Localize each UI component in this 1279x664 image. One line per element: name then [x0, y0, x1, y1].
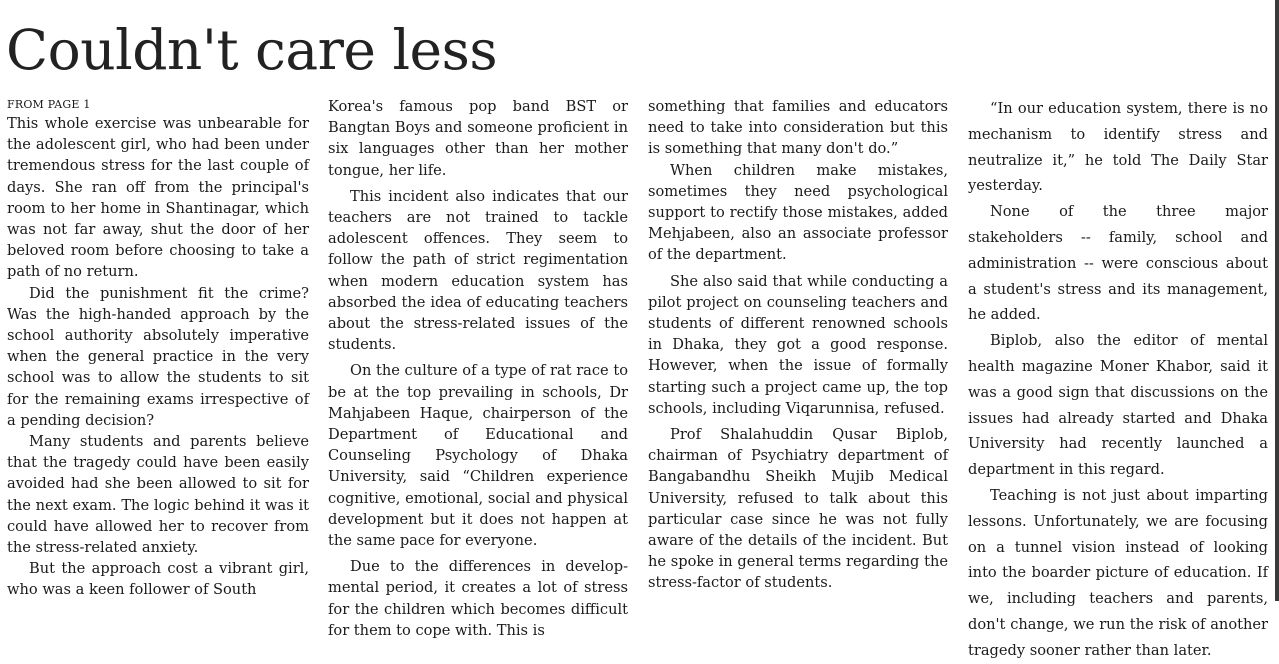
paragraph: “In our education system, there is no mechanism to identify stress and neutralize it,” he told The Daily Star yesterday. — [968, 100, 1268, 195]
paragraph: Prof Shalahuddin Qusar Biplob, chairman of Psychiatry department of Bangabandhu Sheikh Mujib Medical University, refused to talk about this particular case since he was not fully aware of the details of the incident. But he spoke in general terms regarding the stress-factor of students. — [648, 426, 948, 592]
paragraph: On the culture of a type of rat race to be at the top prevailing in schools, Dr Mahjabeen Haque, chairperson of the Department of Educational and Counseling Psychology of Dhaka University, said “Children experience cognitive, emotional, social and physical development but it does not happen at the same pace for everyone. — [328, 362, 628, 550]
paragraph: Biplob, also the editor of mental health magazine Moner Khabor, said it was a good sign that discussions on the issues had already started and Dhaka University had recently launched a department in this regard. — [968, 332, 1268, 479]
paragraph: Due to the differences in developmental period, it creates a lot of stress for the children which becomes difficult for them to cope with. This is — [328, 558, 628, 639]
paragraph: This whole exercise was unbearable for the adolescent girl, who had been under tremendous stress for the last couple of days. She ran off from the principal's room to her home in Shantinagar, which was not far away, shut the door of her beloved room before choosing to take a path of no return. — [7, 115, 309, 281]
article-column-2 — [328, 96, 628, 639]
paragraph: Korea's famous pop band BST or Bangtan Boys and someone proficient in six languages other than her mother tongue, her life. — [328, 98, 628, 179]
article-column-1 — [7, 96, 309, 601]
paragraph: something that families and educators need to take into consideration but this is something that many don't do.” — [648, 98, 948, 158]
article-column-4 — [968, 96, 1268, 659]
paragraph: She also said that while conducting a pilot project on counseling teachers and students of different renowned schools in Dhaka, they got a good response. However, when the issue of formally starting such a project came up, the top schools, including Viqarunnisa, refused. — [648, 272, 948, 417]
column-rule — [1275, 0, 1279, 601]
headline: Couldn't care less — [6, 18, 498, 82]
paragraph: When children make mistakes, sometimes they need psychological support to rectify those mistakes, added Mehjabeen, also an associate professor of the department. — [648, 161, 948, 264]
paragraph: But the approach cost a vibrant girl, who was a keen follower of South — [7, 560, 309, 599]
paragraph: None of the three major stakeholders -- family, school and administration -- were conscious about a student's stress and its management, he added. — [968, 203, 1268, 324]
paragraph: Did the punishment fit the crime? Was the high-handed approach by the school authority absolutely imperative when the general practice in the very school was to allow the students to sit for the remaining exams irrespective of a pending decision? — [7, 284, 309, 429]
paragraph: This incident also indicates that our teachers are not trained to tackle adolescent offences. They seem to follow the path of strict regimentation when modern education system has absorbed the idea of educating teachers about the stress-related issues of the students. — [328, 187, 628, 354]
article-column-3 — [648, 96, 948, 601]
paragraph: Teaching is not just about imparting lessons. Unfortunately, we are focusing on a tunnel vision instead of looking into the boarder picture of education. If we, including teachers and parents, don't change, we run the risk of another tragedy sooner rather than later. — [968, 486, 1268, 659]
paragraph: Many students and parents believe that the tragedy could have been easily avoided had she been allowed to sit for the next exam. The logic behind it was it could have allowed her to recover from the stress-related anxiety. — [7, 433, 309, 557]
kicker-from-page: FROM PAGE 1 — [7, 98, 91, 111]
